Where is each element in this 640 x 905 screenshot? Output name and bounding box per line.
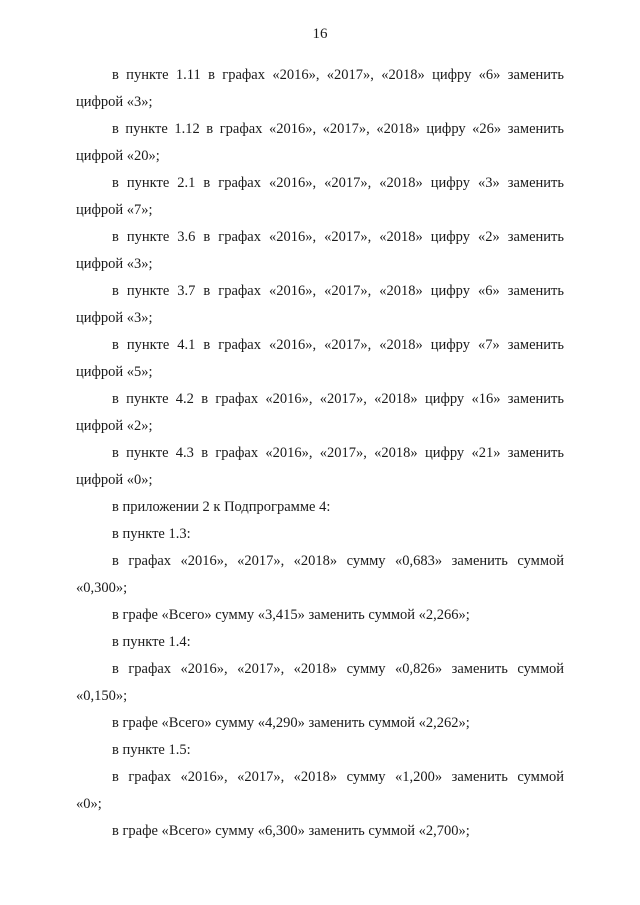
text-line: цифрой «20»; <box>76 148 160 164</box>
text-line: цифрой «5»; <box>76 364 153 380</box>
text-line: в пункте 4.1 в графах «2016», «2017», «2018» цифру «7» заменить <box>112 337 564 353</box>
text-line: цифрой «3»; <box>76 256 153 272</box>
text-line: в пункте 4.3 в графах «2016», «2017», «2018» цифру «21» заменить <box>112 445 564 461</box>
text-line: в пункте 1.12 в графах «2016», «2017», «2018» цифру «26» заменить <box>112 121 564 137</box>
text-line: «0,300»; <box>76 580 128 596</box>
text-line: в графе «Всего» сумму «4,290» заменить суммой «2,262»; <box>112 715 470 731</box>
text-line: в графах «2016», «2017», «2018» сумму «1,200» заменить суммой <box>112 769 564 785</box>
document-body <box>76 62 564 845</box>
text-line: в графе «Всего» сумму «6,300» заменить суммой «2,700»; <box>112 823 470 839</box>
text-line: в пункте 1.5: <box>112 742 191 758</box>
text-line: в пункте 1.4: <box>112 634 191 650</box>
text-line: цифрой «0»; <box>76 472 153 488</box>
text-line: в пункте 1.11 в графах «2016», «2017», «2018» цифру «6» заменить <box>112 67 564 83</box>
text-line: цифрой «3»; <box>76 94 153 110</box>
text-line: в пункте 3.7 в графах «2016», «2017», «2018» цифру «6» заменить <box>112 283 564 299</box>
text-line: цифрой «7»; <box>76 202 153 218</box>
text-line: в графах «2016», «2017», «2018» сумму «0,826» заменить суммой <box>112 661 564 677</box>
text-line: в пункте 2.1 в графах «2016», «2017», «2018» цифру «3» заменить <box>112 175 564 191</box>
text-line: «0»; <box>76 796 102 812</box>
text-line: цифрой «3»; <box>76 310 153 326</box>
page-number: 16 <box>312 26 328 42</box>
text-line: «0,150»; <box>76 688 128 704</box>
text-line: цифрой «2»; <box>76 418 153 434</box>
text-line: в пункте 4.2 в графах «2016», «2017», «2018» цифру «16» заменить <box>112 391 564 407</box>
text-line: в графе «Всего» сумму «3,415» заменить суммой «2,266»; <box>112 607 470 623</box>
text-line: в графах «2016», «2017», «2018» сумму «0,683» заменить суммой <box>112 553 564 569</box>
text-line: в пункте 3.6 в графах «2016», «2017», «2018» цифру «2» заменить <box>112 229 564 245</box>
text-line: в пункте 1.3: <box>112 526 191 542</box>
text-line: в приложении 2 к Подпрограмме 4: <box>112 499 331 515</box>
